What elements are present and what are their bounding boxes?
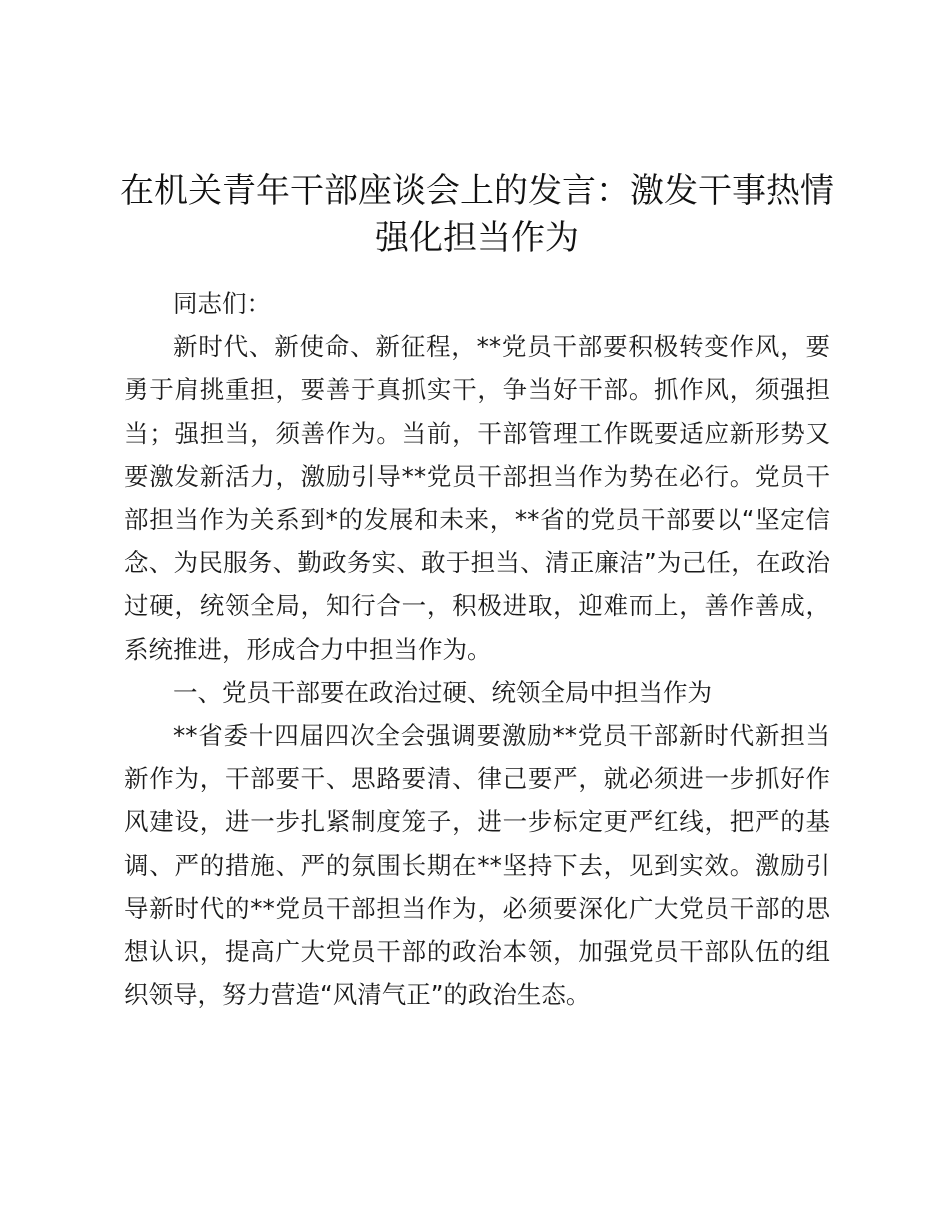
section-heading: 一、党员干部要在政治过硬、统领全局中担当作为 (173, 677, 712, 707)
section-paragraph: **省委十四届四次全会强调要激励**党员干部新时代新担当新作为，干部要干、思路要清、律己要严，就必须进一步抓好作风建设，进一步扎紧制度笼子，进一步标定更严红线，把严的基调、严的措施、严的氛围长期在**坚持下去，见到实效。激励引导新时代的**党员干部担当作为，必须要深化广大党员干部的思想认识，提高广大党员干部的政治本领，加强党员干部队伍的组织领导，努力营造“风清气正”的政治生态。 (124, 721, 830, 1010)
document-body (124, 282, 830, 1016)
salutation-paragraph: 同志们： (173, 289, 271, 318)
intro-paragraph: 新时代、新使命、新征程，**党员干部要积极转变作风，要勇于肩挑重担，要善于真抓实干，争当好干部。抓作风，须强担当；强担当，须善作为。当前，干部管理工作既要适应新形势又要激发新活力，激励引导**党员干部担当作为势在必行。党员干部担当作为关系到*的发展和未来，**省的党员干部要以“坚定信念、为民服务、勤政务实、敢于担当、清正廉洁”为己任，在政治过硬，统领全局，知行合一，积极进取，迎难而上，善作善成，系统推进，形成合力中担当作为。 (124, 332, 830, 664)
document-title: 在机关青年干部座谈会上的发言：激发干事热情强化担当作为 (120, 171, 834, 258)
document-page (120, 168, 834, 1016)
